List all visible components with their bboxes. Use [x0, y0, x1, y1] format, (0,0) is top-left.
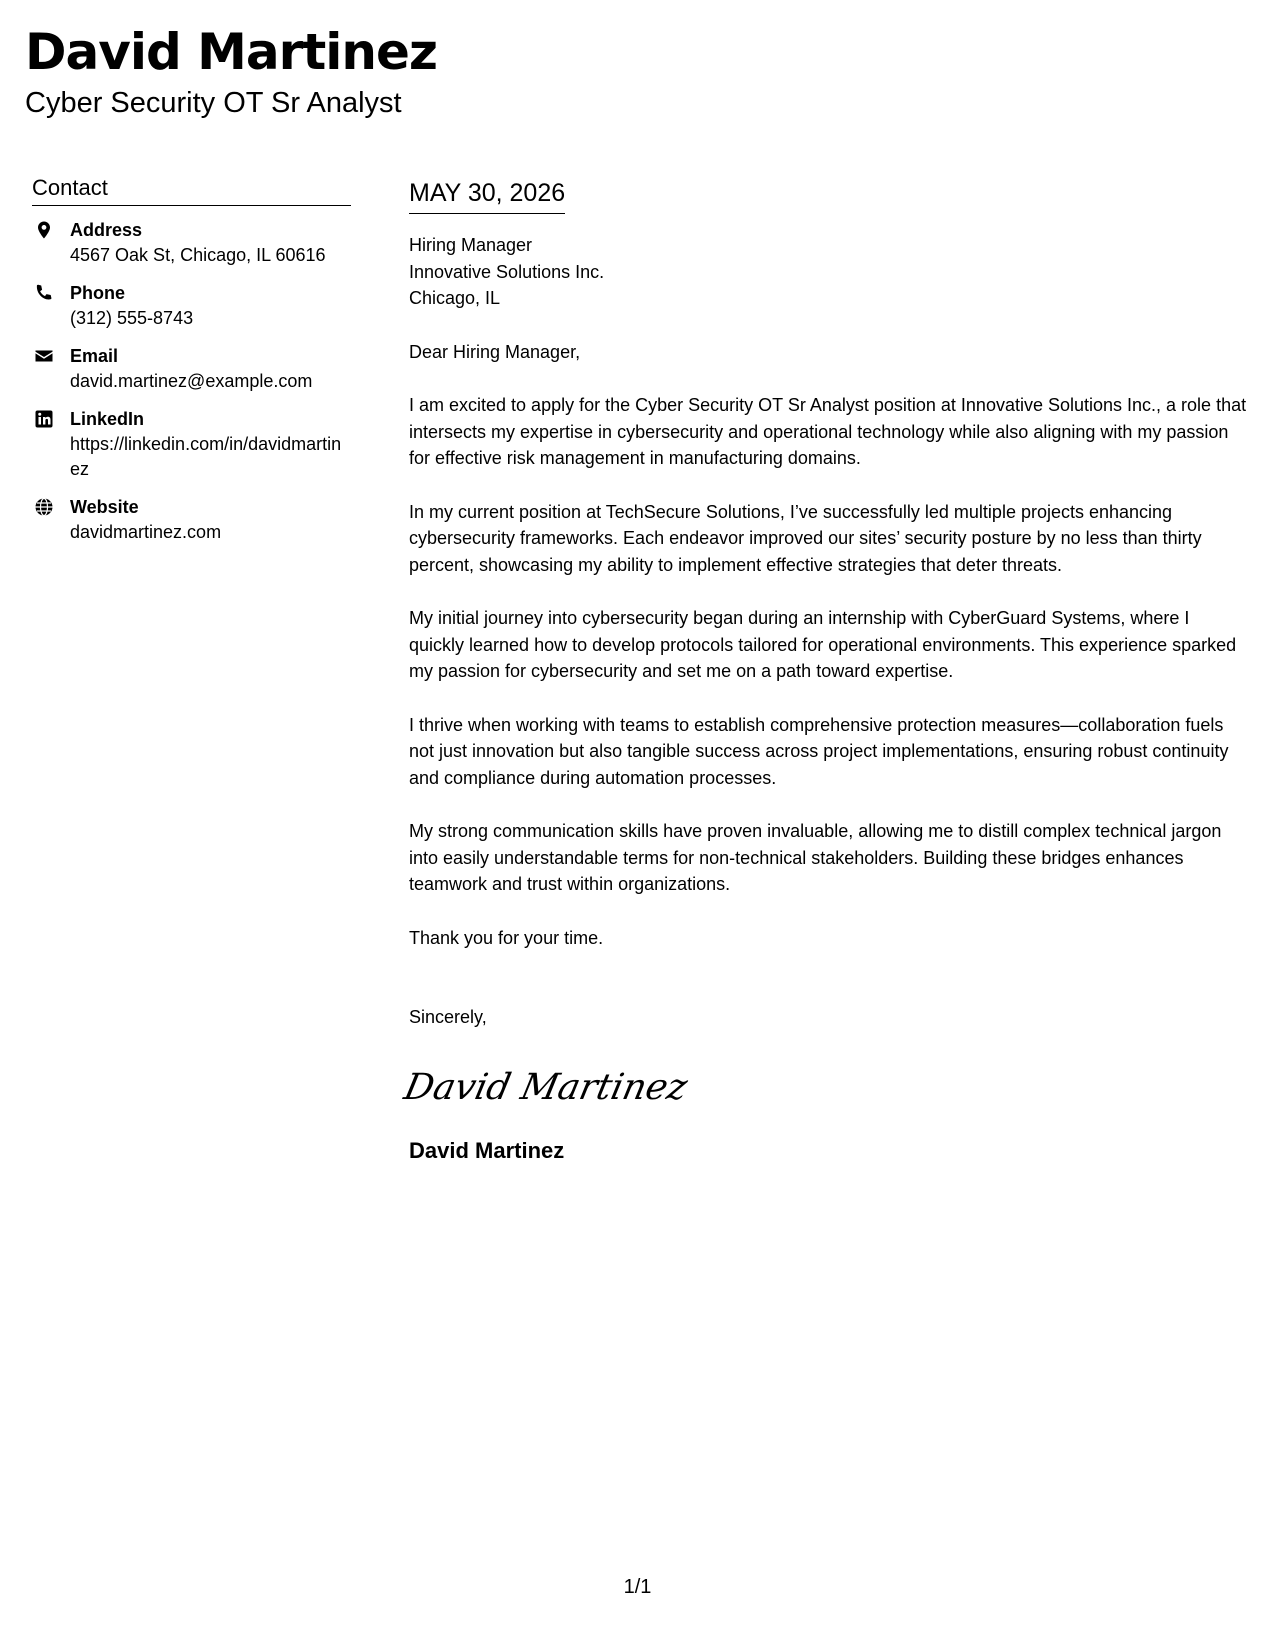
address-value: 4567 Oak St, Chicago, IL 60616 — [70, 245, 326, 265]
letter-paragraph: Thank you for your time. — [409, 927, 604, 948]
envelope-icon — [34, 346, 54, 366]
signature-image — [400, 1059, 1247, 1115]
recipient-line: Innovative Solutions Inc. — [409, 261, 605, 282]
recipient-block — [409, 232, 1247, 312]
greeting: Dear Hiring Manager, — [409, 341, 581, 362]
contact-sidebar — [32, 174, 351, 558]
closing: Sincerely, — [409, 1007, 487, 1027]
contact-label: Phone — [70, 283, 126, 303]
page-number: 1/1 — [623, 1576, 652, 1598]
phone-icon — [34, 283, 54, 303]
linkedin-value[interactable]: https://linkedin.com/in/davidmartinez — [70, 434, 342, 479]
applicant-title: Cyber Security OT Sr Analyst — [25, 87, 402, 119]
contact-item-website — [32, 495, 351, 545]
contact-label: Email — [70, 346, 119, 366]
header — [25, 18, 437, 120]
applicant-name: David Martinez — [25, 23, 437, 81]
website-value[interactable]: davidmartinez.com — [70, 522, 222, 542]
linkedin-icon — [34, 409, 54, 429]
contact-item-email — [32, 344, 351, 394]
letter-body — [400, 177, 1247, 1165]
email-value[interactable]: david.martinez@example.com — [70, 371, 313, 391]
signature-text: David Martinez — [400, 1064, 692, 1108]
letter-paragraph: In my current position at TechSecure Solutions, I’ve successfully led multiple projects enhancing cybersecurity frameworks. Each endeavor improved our sites’ security posture by no less than thirty percent, showcasing my ability to implement effective strategies that deter threats. — [409, 501, 1202, 575]
contact-item-linkedin — [32, 407, 351, 482]
map-pin-icon — [34, 220, 54, 240]
contact-label: Website — [70, 497, 139, 517]
letter-paragraph: My initial journey into cybersecurity began during an internship with CyberGuard Systems, where I quickly learned how to develop protocols tailored for operational environments. This experience sparked my passion for cybersecurity and set me on a path toward expertise. — [409, 608, 1237, 681]
contact-item-phone — [32, 281, 351, 331]
letter-paragraph: My strong communication skills have proven invaluable, allowing me to distill complex technical jargon into easily understandable terms for non-technical stakeholders. Building these bridges enhances teamwork and trust within organizations. — [409, 821, 1222, 894]
contact-label: LinkedIn — [70, 409, 145, 429]
phone-value: (312) 555-8743 — [70, 308, 194, 328]
recipient-line: Chicago, IL — [409, 288, 501, 308]
globe-icon — [34, 497, 54, 517]
recipient-line: Hiring Manager — [409, 235, 533, 255]
letter-paragraph: I am excited to apply for the Cyber Security OT Sr Analyst position at Innovative Solutions Inc., a role that intersects my expertise in cybersecurity and operational technology while also aligning with my passion for effective risk management in manufacturing domains. — [409, 395, 1247, 468]
letter-paragraph: I thrive when working with teams to establish comprehensive protection measures—collaboration fuels not just innovation but also tangible success across project implementations, ensuring robust continuity and compliance during automation processes. — [409, 714, 1229, 788]
signer-name: David Martinez — [409, 1137, 565, 1163]
contact-label: Address — [70, 220, 143, 240]
contact-item-address — [32, 218, 351, 268]
contact-heading: Contact — [32, 174, 351, 206]
letter-date: MAY 30, 2026 — [409, 177, 565, 214]
